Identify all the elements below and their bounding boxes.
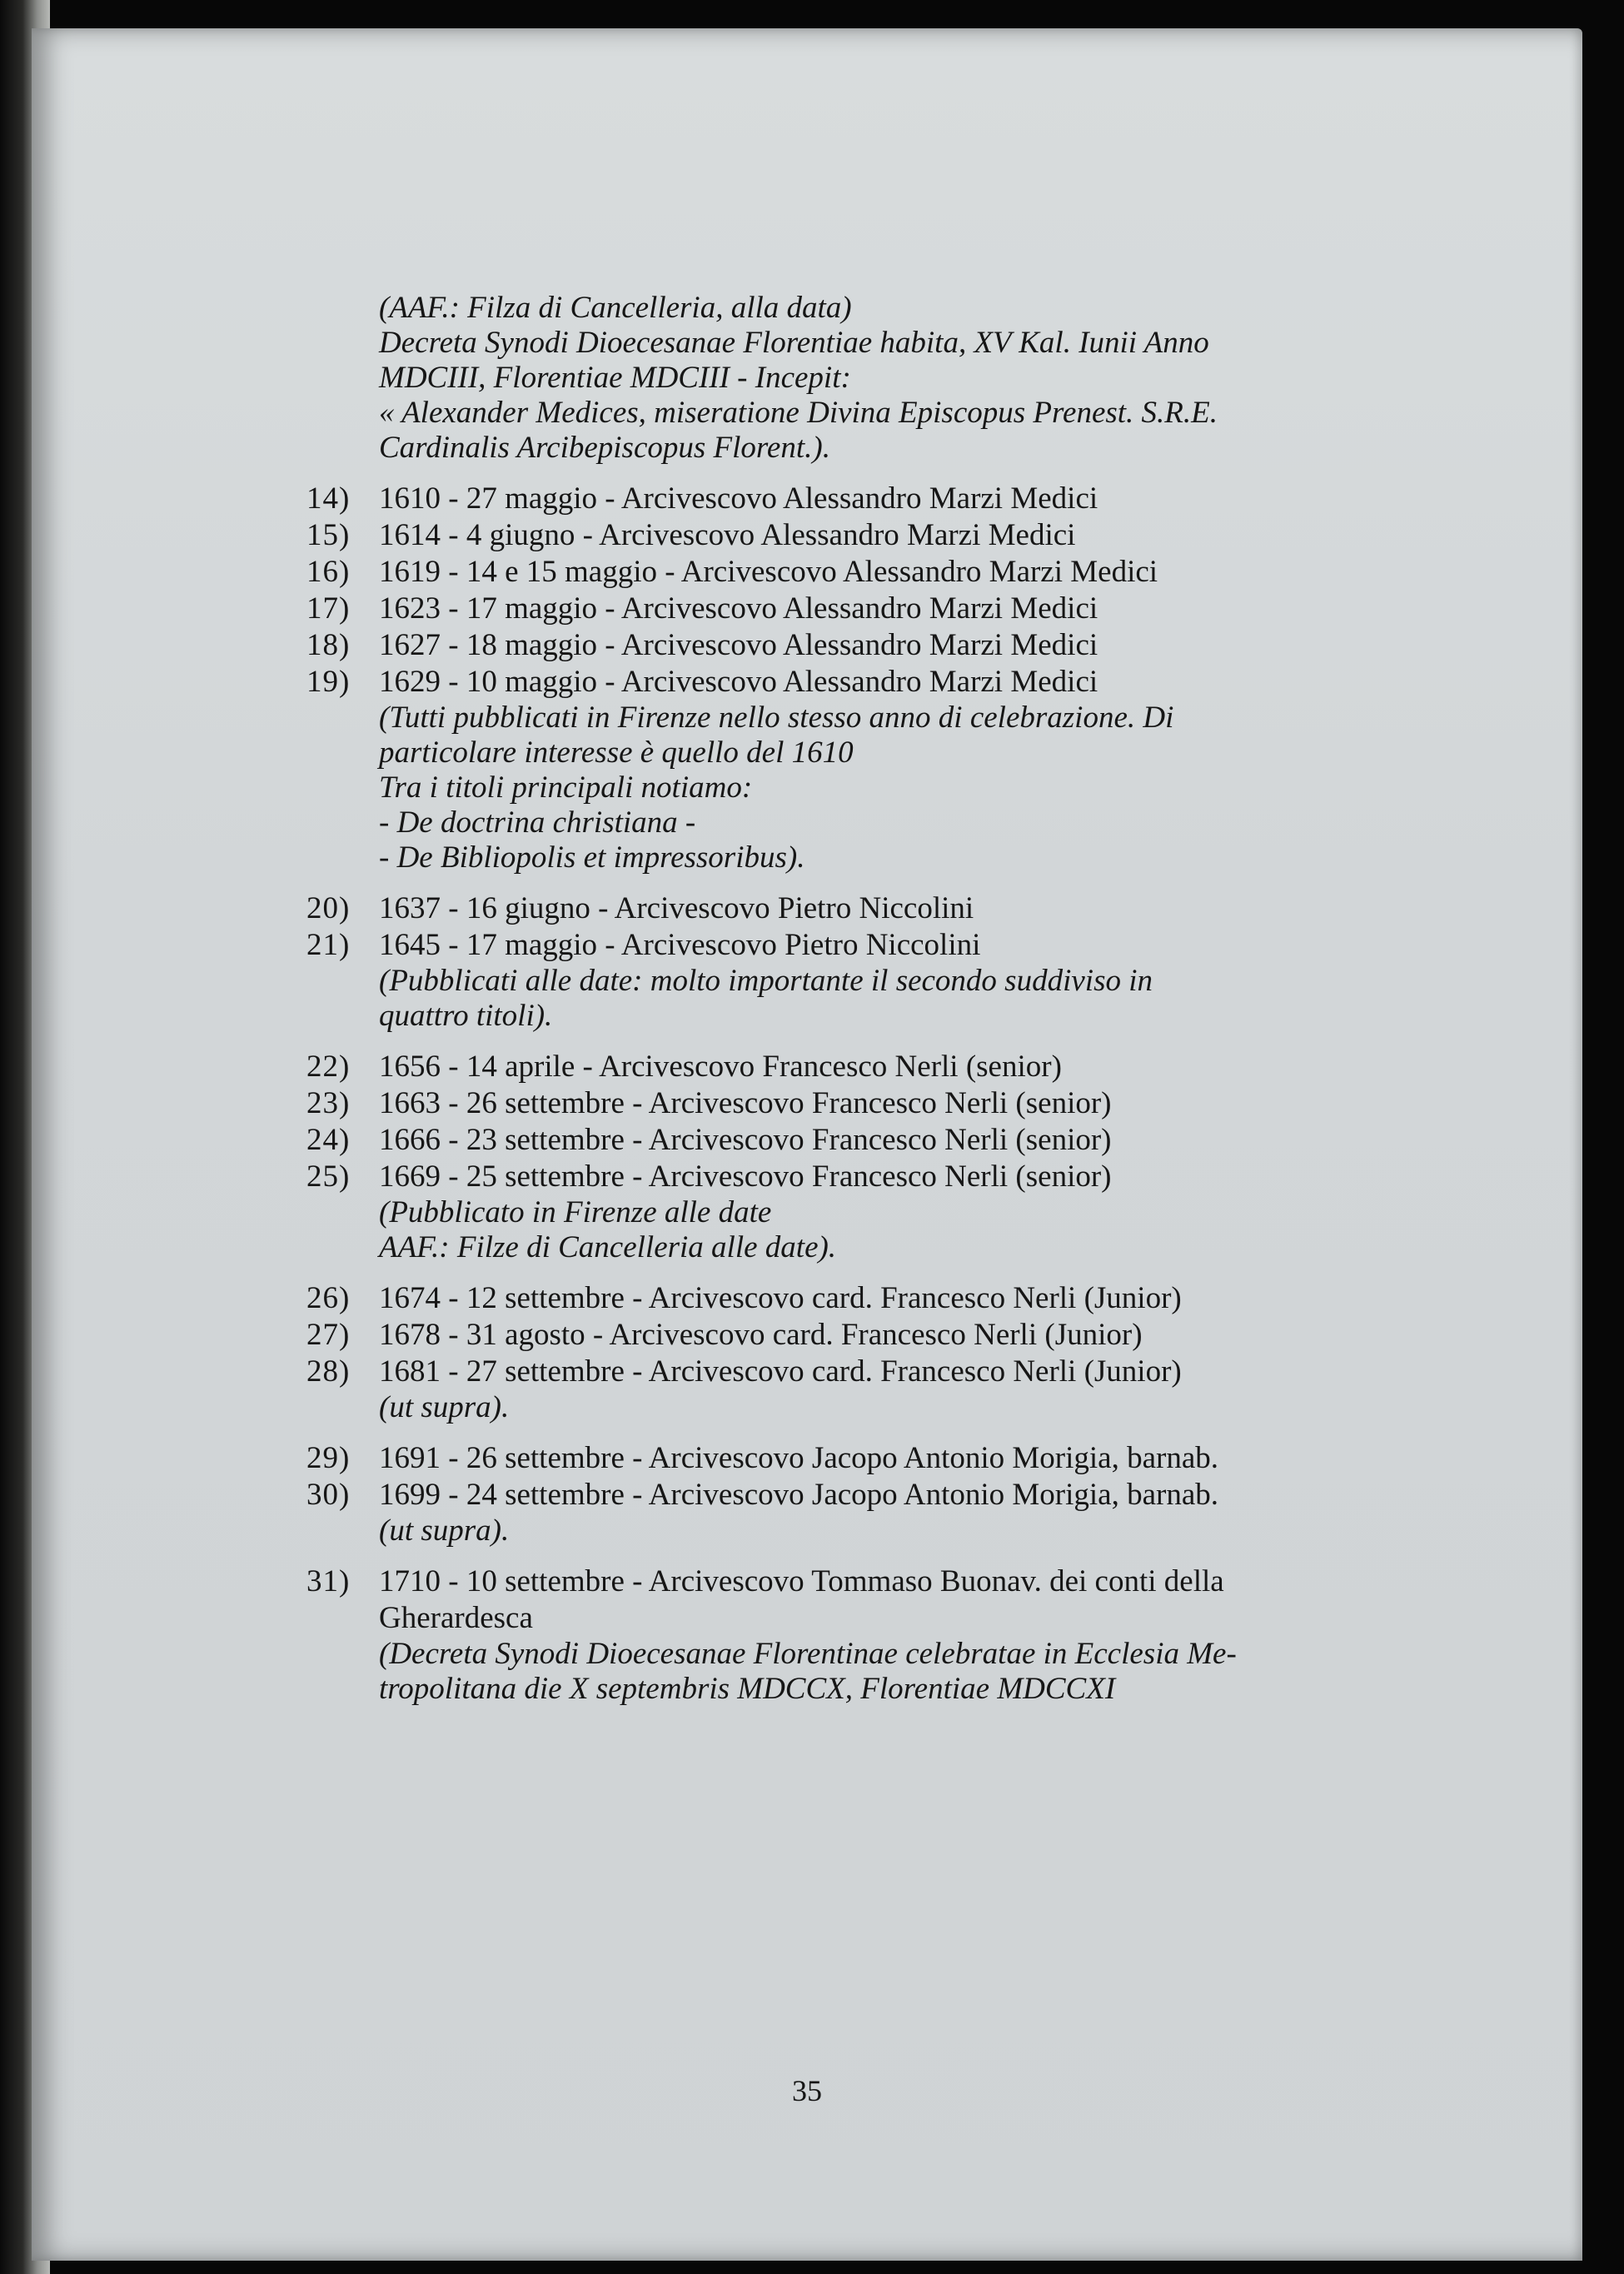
synod-entry-23 — [306, 1085, 1343, 1122]
entry-number: 19) — [306, 665, 351, 699]
page-number: 35 — [792, 2074, 822, 2107]
entry-text: 1699 - 24 settembre - Arcivescovo Jacopo Antonio Morigia, barnab. — [379, 1478, 1219, 1512]
synod-entry-14 — [306, 481, 1343, 517]
entry-text: 1623 - 17 maggio - Arcivescovo Alessandro Marzi Medici — [379, 591, 1098, 626]
entry-number: 17) — [306, 591, 351, 626]
note-line: (ut supra). — [379, 1514, 510, 1548]
note-line: quattro titoli). — [379, 999, 553, 1033]
synod-entry-16 — [306, 554, 1343, 591]
note-line: Cardinalis Arcibepiscopus Florent.). — [379, 431, 830, 465]
synod-entry-18 — [306, 627, 1343, 664]
entry-text: 1645 - 17 maggio - Arcivescovo Pietro Niccolini — [379, 928, 981, 962]
synod-entry-17 — [306, 591, 1343, 627]
entry-number: 18) — [306, 628, 351, 662]
note-line: (AAF.: Filza di Cancelleria, alla data) — [379, 291, 852, 325]
entry-number: 15) — [306, 518, 351, 552]
note-line: - De Bibliopolis et impressoribus). — [379, 840, 805, 875]
note-after-19 — [306, 701, 1343, 875]
synod-entry-15 — [306, 517, 1343, 554]
note-line: (Pubblicati alle date: molto importante il secondo suddiviso in — [379, 964, 1153, 998]
synod-entry-19 — [306, 664, 1343, 701]
synod-entry-25 — [306, 1159, 1343, 1195]
note-line: (Tutti pubblicati in Firenze nello stesso anno di celebrazione. Di — [379, 701, 1174, 735]
entry-number: 20) — [306, 891, 351, 925]
synod-entry-26 — [306, 1280, 1343, 1317]
entry-number: 16) — [306, 555, 351, 589]
note-line: « Alexander Medices, miseratione Divina Episcopus Prenest. S.R.E. — [379, 396, 1218, 430]
entry-text: 1681 - 27 settembre - Arcivescovo card. Francesco Nerli (Junior) — [379, 1354, 1182, 1389]
synod-entry-29 — [306, 1440, 1343, 1477]
entry-number: 27) — [306, 1318, 351, 1352]
entry-number: 22) — [306, 1050, 351, 1084]
note-line: (Pubblicato in Firenze alle date — [379, 1195, 772, 1229]
entry-text: 1710 - 10 settembre - Arcivescovo Tommaso Buonav. dei conti della Gherardesca — [379, 1564, 1224, 1635]
synod-entry-31 — [306, 1563, 1343, 1637]
book-page — [32, 28, 1582, 2261]
entry-text: 1629 - 10 maggio - Arcivescovo Alessandro Marzi Medici — [379, 665, 1098, 699]
note-line: particolare interesse è quello del 1610 — [379, 736, 854, 770]
entry-number: 29) — [306, 1441, 351, 1475]
entry-text: 1619 - 14 e 15 maggio - Arcivescovo Alessandro Marzi Medici — [379, 555, 1158, 589]
note-after-28 — [306, 1390, 1343, 1425]
intro-note — [306, 291, 1343, 466]
synod-entry-24 — [306, 1122, 1343, 1159]
entry-number: 31) — [306, 1564, 351, 1598]
entry-number: 21) — [306, 928, 351, 962]
entry-text: 1666 - 23 settembre - Arcivescovo Francesco Nerli (senior) — [379, 1123, 1112, 1157]
note-line: AAF.: Filze di Cancelleria alle date). — [379, 1230, 837, 1264]
entry-text: 1656 - 14 aprile - Arcivescovo Francesco Nerli (senior) — [379, 1050, 1062, 1084]
entry-number: 26) — [306, 1281, 351, 1315]
entry-text: 1614 - 4 giugno - Arcivescovo Alessandro Marzi Medici — [379, 518, 1076, 552]
note-line: tropolitana die X septembris MDCCX, Florentiae MDCCXI — [379, 1672, 1116, 1706]
entry-text: 1627 - 18 maggio - Arcivescovo Alessandro Marzi Medici — [379, 628, 1098, 662]
note-after-21 — [306, 964, 1343, 1034]
entry-number: 14) — [306, 481, 351, 516]
note-after-31 — [306, 1637, 1343, 1707]
note-line: (Decreta Synodi Dioecesanae Florentinae celebratae in Ecclesia Me- — [379, 1637, 1237, 1671]
note-line: Tra i titoli principali notiamo: — [379, 770, 753, 805]
synod-entry-20 — [306, 890, 1343, 927]
synod-entry-28 — [306, 1354, 1343, 1390]
note-line: Decreta Synodi Dioecesanae Florentiae habita, XV Kal. Iunii Anno — [379, 326, 1209, 360]
synod-entry-21 — [306, 927, 1343, 964]
entry-text: 1637 - 16 giugno - Arcivescovo Pietro Niccolini — [379, 891, 974, 925]
entry-number: 23) — [306, 1086, 351, 1120]
note-after-25 — [306, 1195, 1343, 1265]
synod-entry-27 — [306, 1317, 1343, 1354]
entry-text: 1674 - 12 settembre - Arcivescovo card. Francesco Nerli (Junior) — [379, 1281, 1182, 1315]
page-content — [306, 291, 1343, 1722]
entry-number: 25) — [306, 1159, 351, 1194]
note-line: - De doctrina christiana - — [379, 805, 696, 840]
note-line: (ut supra). — [379, 1390, 510, 1424]
entry-number: 28) — [306, 1354, 351, 1389]
entry-text: 1663 - 26 settembre - Arcivescovo Francesco Nerli (senior) — [379, 1086, 1112, 1120]
entry-number: 24) — [306, 1123, 351, 1157]
entry-text: 1678 - 31 agosto - Arcivescovo card. Francesco Nerli (Junior) — [379, 1318, 1143, 1352]
synod-entry-22 — [306, 1049, 1343, 1085]
entry-text: 1691 - 26 settembre - Arcivescovo Jacopo Antonio Morigia, barnab. — [379, 1441, 1219, 1475]
entry-text: 1610 - 27 maggio - Arcivescovo Alessandro Marzi Medici — [379, 481, 1098, 516]
note-line: MDCIII, Florentiae MDCIII - Incepit: — [379, 361, 851, 395]
entry-text: 1669 - 25 settembre - Arcivescovo Francesco Nerli (senior) — [379, 1159, 1112, 1194]
synod-entry-30 — [306, 1477, 1343, 1514]
note-after-30 — [306, 1514, 1343, 1548]
entry-number: 30) — [306, 1478, 351, 1512]
